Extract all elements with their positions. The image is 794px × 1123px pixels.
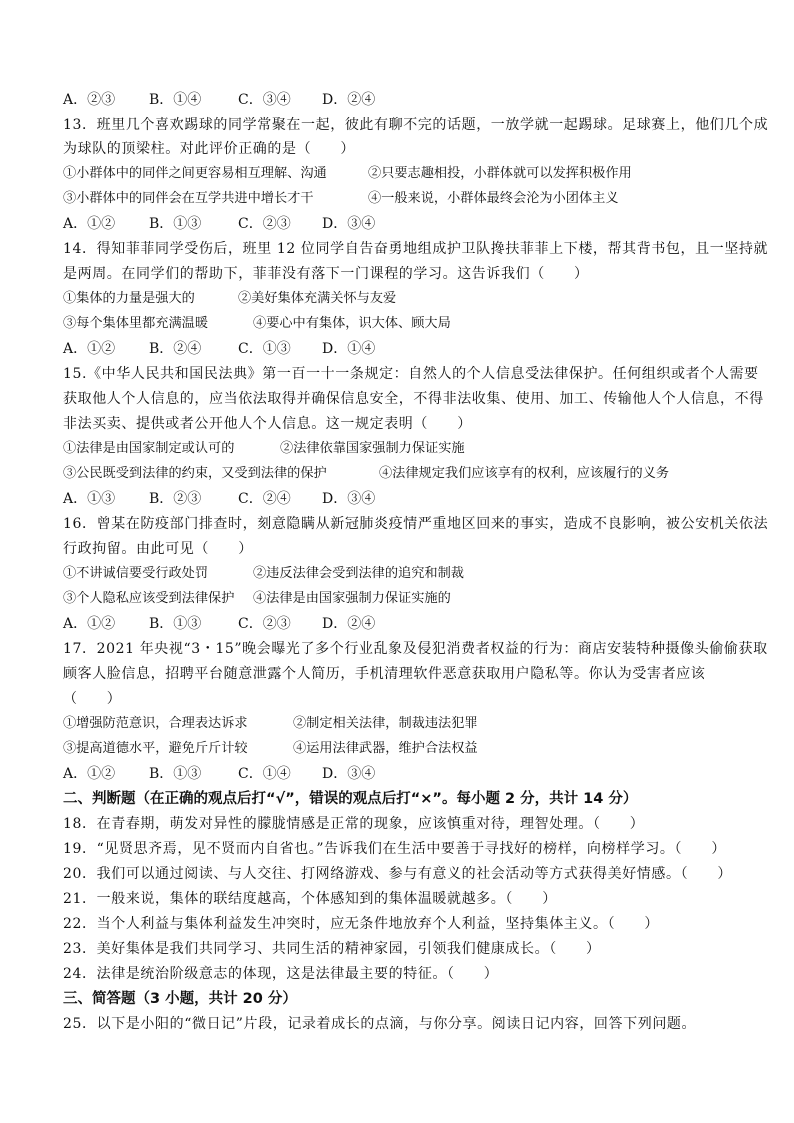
option-4: ④一般来说，小群体最终会沦为小团体主义	[368, 191, 619, 206]
choice-b: B．①③	[149, 766, 202, 782]
q13-stem-line1: 13．班里几个喜欢踢球的同学常聚在一起，彼此有聊不完的话题，一放学就一起踢球。足球赛上，他们几个成	[63, 117, 769, 133]
judgement-23: 23．美好集体是我们共同学习、共同生活的精神家园，引领我们健康成长。（ ）	[63, 941, 601, 957]
q16-stem-line1: 16．曾某在防疫部门排查时，刻意隐瞒从新冠肺炎疫情严重地区回来的事实，造成不良影响，被公安机关依法	[63, 516, 769, 532]
choice-c: C．②④	[238, 491, 291, 507]
choice-a: A．①②	[63, 616, 116, 632]
q15-options-row2	[63, 464, 669, 484]
judgement-22: 22．当个人利益与集体利益发生冲突时，应无条件地放弃个人利益，坚持集体主义。（ ）	[63, 916, 660, 932]
q15-options-row1	[63, 439, 465, 459]
q17-stem-line2: 顾客人脸信息，招聘平台随意泄露个人简历，手机清理软件恶意获取用户隐私等。你认为受害者应该	[63, 666, 706, 682]
option-2: ②法律依靠国家强制力保证实施	[280, 441, 465, 456]
judgement-24: 24．法律是统治阶级意志的体现，这是法律最主要的特征。（ ）	[63, 966, 499, 982]
choice-b: B．②④	[149, 341, 202, 357]
judgement-18: 18．在青春期，萌发对异性的朦胧情感是正常的现象，应该慎重对待，理智处理。（ ）	[63, 816, 645, 832]
choice-d: D．③④	[322, 491, 376, 507]
q17-stem-line1: 17．2021 年央视“3・15”晚会曝光了多个行业乱象及侵犯消费者权益的行为：商店安装特种摄像头偷偷获取	[63, 641, 768, 657]
q14-options-row1	[63, 289, 396, 309]
q16-choices	[63, 614, 375, 634]
q16-options-row2	[63, 589, 451, 609]
choice-c: C．③④	[238, 92, 291, 108]
choice-c: C．①③	[238, 341, 291, 357]
judgement-21: 21．一般来说，集体的联结度越高，个体感知到的集体温暖就越多。（ ）	[63, 891, 557, 907]
option-1: ①法律是由国家制定或认可的	[63, 441, 235, 456]
choice-a: A．①③	[63, 491, 116, 507]
choice-b: B．①④	[149, 92, 202, 108]
q14-stem-line1: 14．得知菲菲同学受伤后，班里 12 位同学自告奋勇地组成护卫队搀扶菲菲上下楼，帮其背书包，且一坚持就	[63, 241, 769, 257]
option-2: ②违反法律会受到法律的追究和制裁	[253, 566, 464, 581]
option-3: ③小群体中的同伴会在互学共进中增长才干	[63, 191, 314, 206]
q13-choices	[63, 214, 375, 234]
choice-b: B．①③	[149, 216, 202, 232]
option-2: ②美好集体充满关怀与友爱	[238, 291, 397, 306]
option-4: ④运用法律武器，维护合法权益	[293, 741, 478, 756]
q15-stem-line3: 非法买卖、提供或者公开他人个人信息。这一规定表明（ ）	[63, 416, 472, 432]
judgement-19: 19．“见贤思齐焉，见不贤而内自省也。”告诉我们在生活中要善于寻找好的榜样，向榜样学习。（ ）	[63, 841, 726, 857]
q17-options-row1	[63, 714, 478, 734]
choice-a: A．②③	[63, 92, 116, 108]
q17-choices	[63, 764, 375, 784]
choice-c: C．②③	[238, 216, 291, 232]
q17-options-row2	[63, 739, 478, 759]
option-4: ④要心中有集体，识大体、顾大局	[253, 316, 451, 331]
option-1: ①小群体中的同伴之间更容易相互理解、沟通	[63, 166, 327, 181]
option-3: ③公民既受到法律的约束，又受到法律的保护	[63, 466, 327, 481]
choice-a: A．①②	[63, 216, 116, 232]
q15-stem-line2: 获取他人个人信息的，应当依法取得并确保信息安全，不得非法收集、使用、加工、传输他人个人信息，不得	[63, 391, 764, 407]
judgement-20: 20．我们可以通过阅读、与人交往、打网络游戏、参与有意义的社会活动等方式获得美好情感。（ ）	[63, 866, 733, 882]
option-1: ①集体的力量是强大的	[63, 291, 195, 306]
q13-options-row1	[63, 164, 632, 184]
choice-d: D．③④	[322, 216, 376, 232]
q14-stem-line2: 是两周。在同学们的帮助下，菲菲没有落下一门课程的学习。这告诉我们（ ）	[63, 266, 589, 282]
q12-choices	[63, 90, 375, 110]
q14-options-row2	[63, 314, 451, 334]
choice-d: D．②④	[322, 616, 376, 632]
choice-d: D．①④	[322, 341, 376, 357]
choice-d: D．③④	[322, 766, 376, 782]
option-1: ①增强防范意识，合理表达诉求	[63, 716, 248, 731]
choice-c: C．②③	[238, 616, 291, 632]
q13-options-row2	[63, 189, 619, 209]
option-4: ④法律规定我们应该享有的权利，应该履行的义务	[379, 466, 670, 481]
section-3-title: 三、简答题（3 小题，共计 20 分）	[63, 991, 297, 1007]
q14-choices	[63, 339, 375, 359]
choice-a: A．①②	[63, 341, 116, 357]
option-3: ③提高道德水平，避免斤斤计较	[63, 741, 248, 756]
question-25: 25．以下是小阳的“微日记”片段，记录着成长的点滴，与你分享。阅读日记内容，回答下列问题。	[63, 1016, 697, 1032]
option-1: ①不讲诚信要受行政处罚	[63, 566, 209, 581]
choice-b: B．②③	[149, 491, 202, 507]
choice-b: B．①③	[149, 616, 202, 632]
section-2-title: 二、判断题（在正确的观点后打“√”，错误的观点后打“×”。每小题 2 分，共计 14 分）	[63, 791, 638, 807]
q16-options-row1	[63, 564, 464, 584]
choice-c: C．①④	[238, 766, 291, 782]
q17-stem-line3: （ ）	[63, 691, 122, 707]
option-3: ③每个集体里都充满温暖	[63, 316, 209, 331]
q15-choices	[63, 489, 375, 509]
option-2: ②制定相关法律，制裁违法犯罪	[293, 716, 478, 731]
option-4: ④法律是由国家强制力保证实施的	[253, 591, 451, 606]
option-2: ②只要志趣相投，小群体就可以发挥积极作用	[368, 166, 632, 181]
q13-stem-line2: 为球队的顶梁柱。对此评价正确的是（ ）	[63, 141, 355, 157]
choice-d: D．②④	[322, 92, 376, 108]
option-3: ③个人隐私应该受到法律保护	[63, 591, 235, 606]
q15-stem-line1: 15.《中华人民共和国民法典》第一百一十一条规定：自然人的个人信息受法律保护。任何组织或者个人需要	[63, 366, 759, 382]
choice-a: A．①②	[63, 766, 116, 782]
q16-stem-line2: 行政拘留。由此可见（ ）	[63, 541, 253, 557]
